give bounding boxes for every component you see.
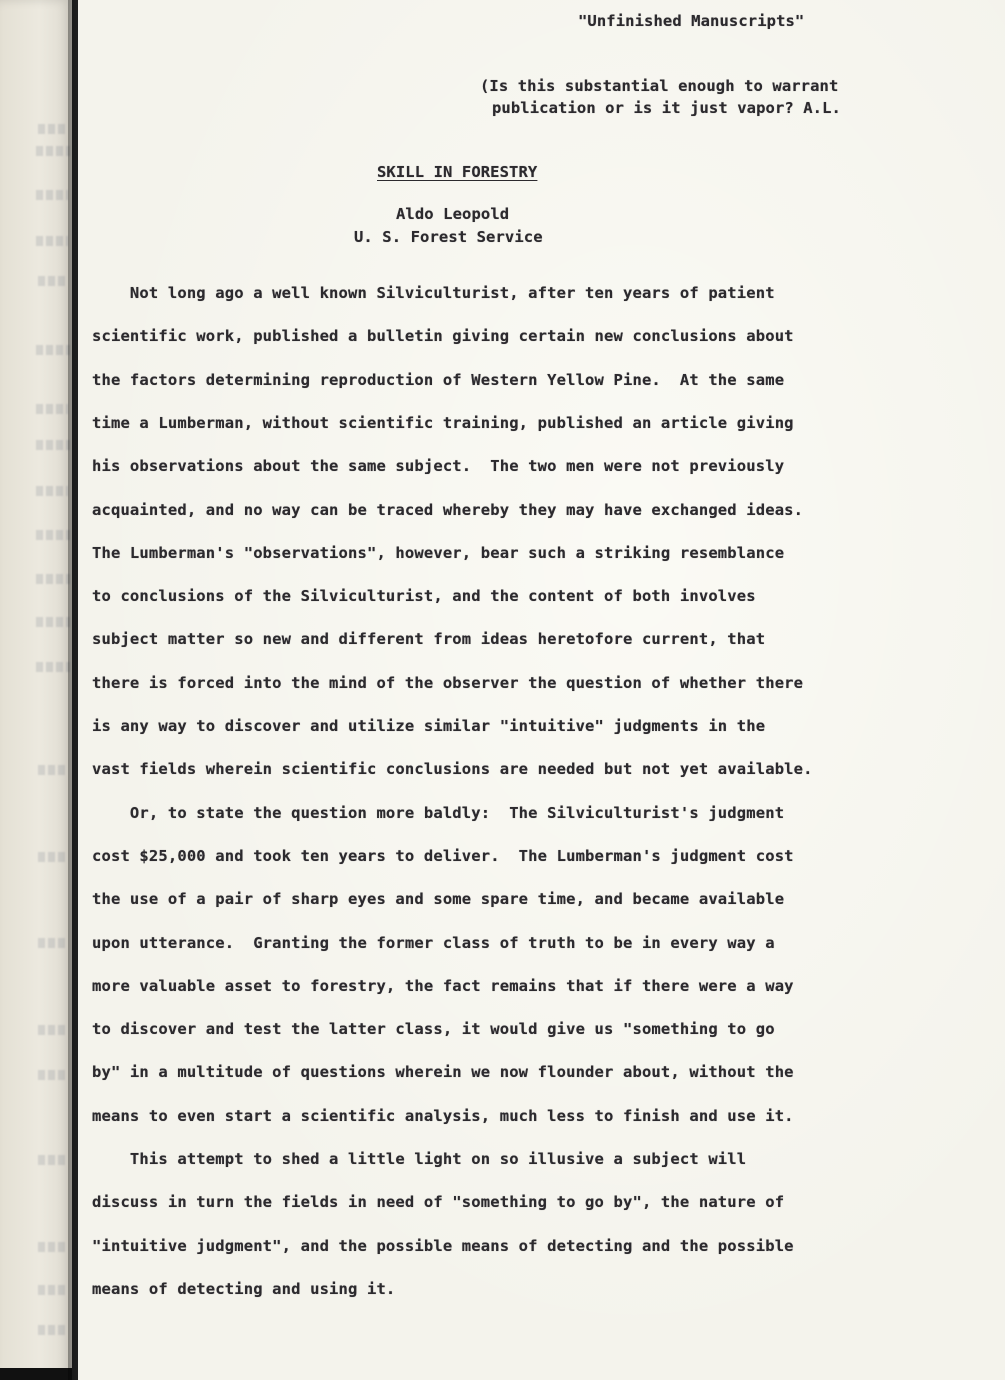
body-line: the use of a pair of sharp eyes and some spare time, and became available <box>92 890 785 909</box>
body-line: subject matter so new and different from ideas heretofore current, that <box>92 630 766 649</box>
bleed-through-mark <box>36 236 68 246</box>
bleed-through-mark <box>38 1242 68 1252</box>
body-line: there is forced into the mind of the observer the question of whether there <box>92 673 804 692</box>
body-line: scientific work, published a bulletin giving certain new conclusions about <box>92 327 794 346</box>
bleed-through-mark <box>38 124 68 134</box>
body-line: to conclusions of the Silviculturist, and the content of both involves <box>92 587 756 606</box>
body-line: time a Lumberman, without scientific training, published an article giving <box>92 413 794 432</box>
editor-note-line-2: publication or is it just vapor? A.L. <box>492 99 841 117</box>
manuscript-page <box>78 0 1005 1380</box>
body-line: means of detecting and using it. <box>92 1279 396 1298</box>
body-line: vast fields wherein scientific conclusions are needed but not yet available. <box>92 760 813 779</box>
bleed-through-mark <box>36 146 70 156</box>
body-line: upon utterance. Granting the former class of truth to be in every way a <box>92 933 775 952</box>
bleed-through-mark <box>36 190 68 200</box>
bleed-through-mark <box>38 852 68 862</box>
body-line: to discover and test the latter class, it would give us "something to go <box>92 1020 775 1039</box>
author-name: Aldo Leopold <box>396 205 510 223</box>
bleed-through-mark <box>36 440 70 450</box>
bleed-through-mark <box>36 617 70 627</box>
bleed-through-mark <box>38 276 68 286</box>
bleed-through-mark <box>36 662 70 672</box>
author-affiliation: U. S. Forest Service <box>354 228 543 246</box>
body-line: is any way to discover and utilize similar "intuitive" judgments in the <box>92 717 766 735</box>
body-line: cost $25,000 and took ten years to deliver. The Lumberman's judgment cost <box>92 846 794 865</box>
body-line: the factors determining reproduction of Western Yellow Pine. At the same <box>92 370 785 389</box>
body-line: "intuitive judgment", and the possible means of detecting and the possible <box>92 1236 794 1255</box>
bleed-through-mark <box>38 765 68 775</box>
bleed-through-mark <box>36 530 70 540</box>
header-title: "Unfinished Manuscripts" <box>578 12 805 30</box>
body-line: discuss in turn the fields in need of "something to go by", the nature of <box>92 1193 785 1212</box>
body-line: means to even start a scientific analysis, much less to finish and use it. <box>92 1106 794 1125</box>
body-line: more valuable asset to forestry, the fact remains that if there were a way <box>92 976 794 995</box>
body-line: his observations about the same subject. The two men were not previously <box>92 457 785 476</box>
body-line: Not long ago a well known Silviculturist, after ten years of patient <box>92 284 775 302</box>
bleed-through-mark <box>38 1285 68 1295</box>
bleed-through-mark <box>38 1155 68 1165</box>
bleed-through-mark <box>36 345 70 355</box>
bleed-through-mark <box>36 486 68 496</box>
editor-note-line-1: (Is this substantial enough to warrant <box>480 77 839 95</box>
body-line: This attempt to shed a little light on so illusive a subject will <box>92 1150 747 1168</box>
body-line: Or, to state the question more baldly: The Silviculturist's judgment <box>92 803 785 822</box>
underlying-page-edge <box>0 0 72 1380</box>
body-line: by" in a multitude of questions wherein we now flounder about, without the <box>92 1063 794 1082</box>
document-title: SKILL IN FORESTRY <box>377 163 538 181</box>
body-line: acquainted, and no way can be traced whereby they may have exchanged ideas. <box>92 500 804 519</box>
bleed-through-mark <box>38 1325 68 1335</box>
body-line: The Lumberman's "observations", however, bear such a striking resemblance <box>92 543 785 562</box>
bleed-through-mark <box>38 1070 68 1080</box>
bleed-through-mark <box>36 574 70 584</box>
scan-bottom-edge <box>0 1368 72 1380</box>
bleed-through-mark <box>38 938 68 948</box>
bleed-through-mark <box>38 1025 68 1035</box>
bleed-through-mark <box>36 404 68 414</box>
